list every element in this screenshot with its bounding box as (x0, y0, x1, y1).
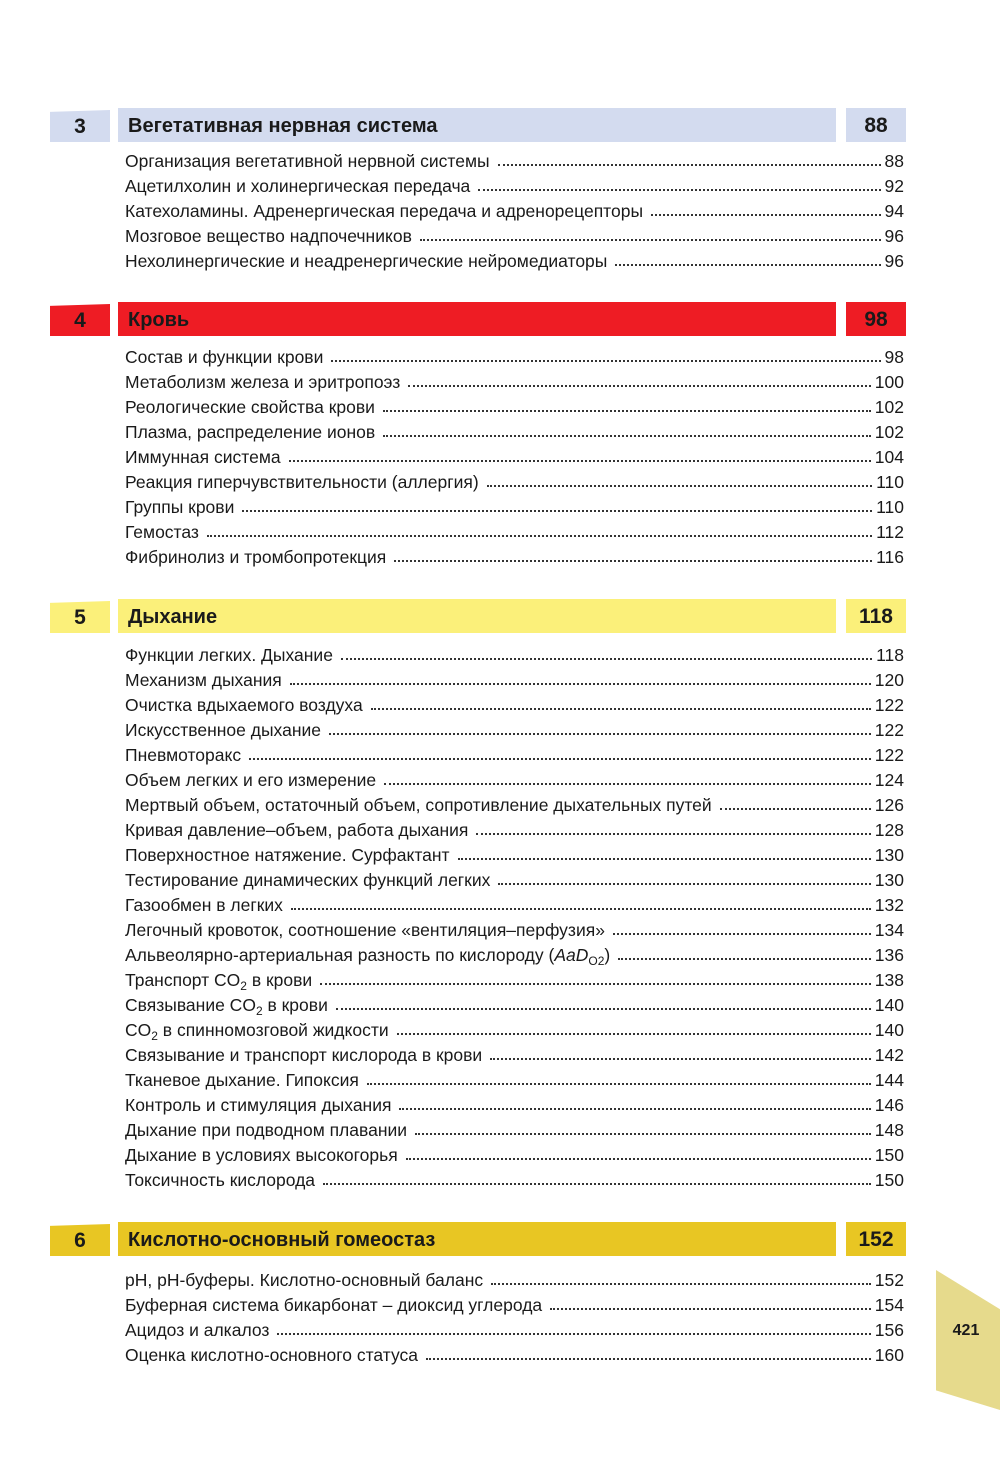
toc-entry[interactable]: Реологические свойства крови 102 (125, 397, 904, 417)
chapter-title[interactable]: Кровь (128, 309, 190, 331)
toc-entry[interactable]: Альвеолярно-артериальная разность по кислороду (AaD$_{O2}$) 136 (125, 945, 904, 968)
chapter-title[interactable]: Вегетативная нервная система (128, 115, 438, 137)
chapter-title-bar (118, 302, 836, 336)
toc-entry[interactable]: Буферная система бикарбонат – диоксид углерода 154 (125, 1295, 904, 1315)
toc-entry[interactable]: Механизм дыхания 120 (125, 670, 904, 690)
toc-entry[interactable]: Ацидоз и алкалоз 156 (125, 1320, 904, 1340)
toc-entry[interactable]: Связывание и транспорт кислорода в крови 142 (125, 1045, 904, 1065)
entry-list (125, 640, 904, 1190)
toc-entry[interactable]: Дыхание при подводном плавании 148 (125, 1120, 904, 1140)
toc-entry[interactable]: Реакция гиперчувствительности (аллергия) 110 (125, 472, 904, 492)
toc-entry[interactable]: Гемостаз 112 (125, 522, 904, 542)
chapter-header (0, 302, 1000, 338)
toc-entry[interactable]: Пневмоторакс 122 (125, 745, 904, 765)
toc-entry[interactable]: Организация вегетативной нервной системы 88 (125, 151, 904, 171)
toc-entry[interactable]: pH, pH-буферы. Кислотно-основный баланс 152 (125, 1270, 904, 1290)
toc-entry[interactable]: Искусственное дыхание 122 (125, 720, 904, 740)
toc-entry[interactable]: Фибринолиз и тромбопротекция 116 (125, 547, 904, 567)
chapter-title[interactable]: Кислотно-основный гомеостаз (128, 1229, 436, 1251)
chapter-page: 98 (846, 302, 906, 336)
toc-entry[interactable]: Функции легких. Дыхание 118 (125, 645, 904, 665)
toc-entry[interactable]: Токсичность кислорода 150 (125, 1170, 904, 1190)
toc-entry[interactable]: Объем легких и его измерение 124 (125, 770, 904, 790)
entry-list (125, 1265, 904, 1365)
chapter-title-bar (118, 599, 836, 633)
chapter-4 (0, 302, 1000, 567)
toc-entry[interactable]: Тестирование динамических функций легких 130 (125, 870, 904, 890)
toc-entry[interactable]: Дыхание в условиях высокогорья 150 (125, 1145, 904, 1165)
chapter-header (0, 1222, 1000, 1258)
chapter-header (0, 599, 1000, 635)
chapter-5 (0, 599, 1000, 1190)
toc-entry[interactable]: Кривая давление–объем, работа дыхания 128 (125, 820, 904, 840)
chapter-number: 4 (74, 309, 86, 332)
toc-entry[interactable]: Тканевое дыхание. Гипоксия 144 (125, 1070, 904, 1090)
toc-entry[interactable]: Контроль и стимуляция дыхания 146 (125, 1095, 904, 1115)
toc-entry[interactable]: $CO_2$ в спинномозговой жидкости 140 (125, 1020, 904, 1043)
toc-entry[interactable]: Нехолинергические и неадренергические нейромедиаторы 96 (125, 251, 904, 271)
entry-list (125, 146, 904, 271)
toc-entry[interactable]: Группы крови 110 (125, 497, 904, 517)
toc-entry[interactable]: Газообмен в легких 132 (125, 895, 904, 915)
toc-entry[interactable]: Транспорт $CO_2$ в крови 138 (125, 970, 904, 993)
entry-list (125, 342, 904, 567)
toc-entry[interactable]: Поверхностное натяжение. Сурфактант 130 (125, 845, 904, 865)
page-number: 421 (952, 1322, 980, 1339)
chapter-title[interactable]: Дыхание (128, 606, 218, 628)
toc-entry[interactable]: Метаболизм железа и эритропоэз 100 (125, 372, 904, 392)
toc-entry[interactable]: Оценка кислотно-основного статуса 160 (125, 1345, 904, 1365)
chapter-page: 118 (846, 599, 906, 633)
toc-entry[interactable]: Мозговое вещество надпочечников 96 (125, 226, 904, 246)
chapter-3 (0, 108, 1000, 271)
chapter-header (0, 108, 1000, 144)
toc-entry[interactable]: Связывание $CO_2$ в крови 140 (125, 995, 904, 1018)
toc-entry[interactable]: Состав и функции крови 98 (125, 347, 904, 367)
chapter-number: 6 (74, 1229, 86, 1252)
toc-entry[interactable]: Мертвый объем, остаточный объем, сопротивление дыхательных путей 126 (125, 795, 904, 815)
toc-entry[interactable]: Очистка вдыхаемого воздуха 122 (125, 695, 904, 715)
page-thumb-tab (936, 1270, 1000, 1410)
chapter-page: 88 (846, 108, 906, 142)
toc-entry[interactable]: Катехоламины. Адренергическая передача и адренорецепторы 94 (125, 201, 904, 221)
chapter-page: 152 (846, 1222, 906, 1256)
toc-entry[interactable]: Легочный кровоток, соотношение «вентиляция–перфузия» 134 (125, 920, 904, 940)
toc-entry[interactable]: Ацетилхолин и холинергическая передача 92 (125, 176, 904, 196)
toc-entry[interactable]: Иммунная система 104 (125, 447, 904, 467)
toc-entry[interactable]: Плазма, распределение ионов 102 (125, 422, 904, 442)
chapter-number: 3 (74, 115, 86, 138)
chapter-number: 5 (74, 606, 86, 629)
